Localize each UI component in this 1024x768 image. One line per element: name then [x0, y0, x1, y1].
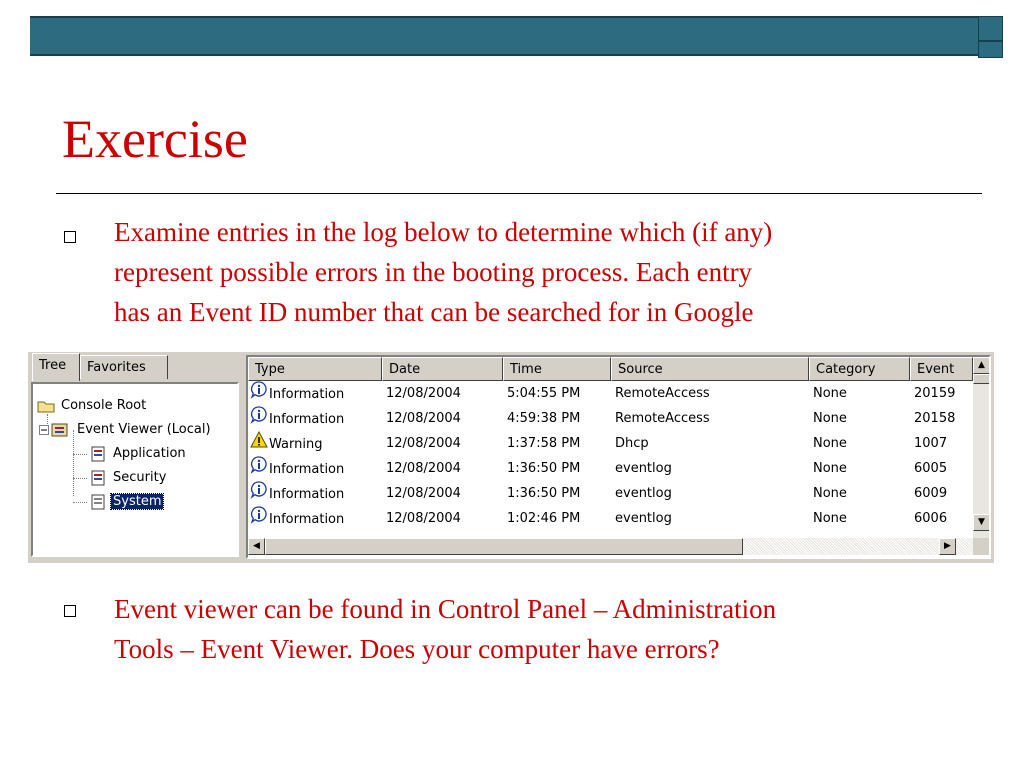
title-banner — [30, 16, 978, 56]
column-header-category[interactable]: Category — [809, 357, 910, 381]
bullet-1-line-1: Examine entries in the log below to determine which (if any) — [114, 217, 773, 247]
cell-event: 6005 — [914, 461, 948, 476]
vertical-scrollbar[interactable] — [973, 357, 990, 538]
scroll-up-button[interactable]: ▲ — [973, 357, 990, 374]
bullet-2-line-2: Tools – Event Viewer. Does your computer have errors? — [114, 634, 720, 664]
tree-node-console-root[interactable] — [37, 396, 148, 416]
bullet-text-1 — [114, 212, 974, 332]
tree-label: Application — [113, 446, 186, 461]
cell-event: 20158 — [914, 411, 956, 426]
cell-time: 4:59:38 PM — [507, 411, 581, 426]
cell-source: eventlog — [615, 461, 672, 476]
cell-date: 12/08/2004 — [386, 511, 461, 526]
cell-category: None — [813, 436, 847, 451]
log-icon — [89, 470, 107, 486]
event-viewer-icon — [51, 422, 71, 438]
title-rule — [56, 193, 982, 194]
bullet-1-line-3: has an Event ID number that can be searched for in Google — [114, 297, 754, 327]
table-row[interactable] — [248, 481, 976, 506]
cell-date: 12/08/2004 — [386, 436, 461, 451]
bullet-text-2 — [114, 589, 974, 669]
banner-square-top — [978, 16, 1003, 41]
tree-line — [73, 454, 87, 455]
cell-time: 1:37:58 PM — [507, 436, 581, 451]
bullet-marker-2 — [64, 605, 76, 617]
column-header-event[interactable]: Event — [910, 357, 973, 381]
warning-icon — [250, 431, 268, 458]
info-icon — [250, 381, 268, 408]
info-icon — [250, 456, 268, 483]
cell-time: 1:36:50 PM — [507, 461, 581, 476]
slide-title: Exercise — [62, 109, 248, 169]
cell-event: 1007 — [914, 436, 948, 451]
tree-node-system[interactable] — [89, 492, 163, 512]
tab-tree[interactable]: Tree — [32, 353, 80, 381]
cell-category: None — [813, 511, 847, 526]
vertical-scroll-thumb[interactable] — [973, 374, 990, 384]
info-icon — [250, 506, 268, 533]
cell-type — [250, 506, 380, 533]
cell-event: 20159 — [914, 386, 956, 401]
column-header-source[interactable]: Source — [611, 357, 809, 381]
scroll-left-button[interactable]: ◀ — [248, 538, 265, 555]
table-row[interactable] — [248, 431, 976, 456]
type-label: Information — [269, 512, 345, 527]
tree-node-application[interactable] — [89, 444, 188, 464]
tab-favorites[interactable]: Favorites — [80, 355, 168, 379]
tree-line — [73, 502, 87, 503]
log-icon — [89, 494, 107, 510]
cell-time: 1:36:50 PM — [507, 486, 581, 501]
bullet-2-line-1: Event viewer can be found in Control Panel – Administration — [114, 594, 777, 624]
cell-source: RemoteAccess — [615, 411, 710, 426]
scroll-down-button[interactable]: ▼ — [973, 514, 990, 531]
cell-type — [250, 456, 380, 483]
cell-type — [250, 406, 380, 433]
tree-node-security[interactable] — [89, 468, 168, 488]
cell-source: eventlog — [615, 486, 672, 501]
tree-label: Event Viewer (Local) — [77, 422, 211, 437]
cell-date: 12/08/2004 — [386, 411, 461, 426]
cell-source: eventlog — [615, 511, 672, 526]
type-label: Information — [269, 487, 345, 502]
tree-label: Console Root — [61, 398, 147, 413]
horizontal-scrollbar[interactable] — [248, 538, 973, 555]
cell-category: None — [813, 386, 847, 401]
tree-line — [73, 478, 87, 479]
collapse-icon[interactable] — [39, 425, 49, 435]
event-list — [246, 355, 991, 559]
cell-date: 12/08/2004 — [386, 461, 461, 476]
bullet-1-line-2: represent possible errors in the booting process. Each entry — [114, 257, 753, 287]
column-header-date[interactable]: Date — [382, 357, 503, 381]
table-row[interactable] — [248, 406, 976, 431]
bullet-marker-1 — [64, 231, 76, 243]
cell-category: None — [813, 461, 847, 476]
cell-type — [250, 381, 380, 408]
banner-square-bottom — [978, 41, 1003, 58]
scroll-right-button[interactable]: ▶ — [939, 538, 956, 555]
type-label: Information — [269, 387, 345, 402]
log-icon — [89, 446, 107, 462]
table-row[interactable] — [248, 506, 976, 531]
cell-event: 6009 — [914, 486, 948, 501]
info-icon — [250, 406, 268, 433]
type-label: Information — [269, 462, 345, 477]
tree-node-event-viewer[interactable] — [39, 420, 213, 440]
cell-category: None — [813, 486, 847, 501]
table-row[interactable] — [248, 381, 976, 406]
type-label: Warning — [269, 437, 323, 452]
event-viewer-screenshot — [28, 352, 994, 563]
cell-source: RemoteAccess — [615, 386, 710, 401]
type-label: Information — [269, 412, 345, 427]
console-tree — [31, 382, 239, 557]
cell-time: 1:02:46 PM — [507, 511, 581, 526]
cell-time: 5:04:55 PM — [507, 386, 581, 401]
info-icon — [250, 481, 268, 508]
cell-date: 12/08/2004 — [386, 486, 461, 501]
cell-date: 12/08/2004 — [386, 386, 461, 401]
cell-category: None — [813, 411, 847, 426]
column-header-type[interactable]: Type — [248, 357, 382, 381]
folder-icon — [37, 399, 55, 413]
tree-label: Security — [113, 470, 167, 485]
horizontal-scroll-thumb[interactable] — [265, 538, 743, 555]
cell-event: 6006 — [914, 511, 948, 526]
tree-label-selected: System — [113, 494, 162, 509]
cell-source: Dhcp — [615, 436, 649, 451]
cell-type — [250, 481, 380, 508]
scroll-corner — [973, 538, 990, 555]
column-header-time[interactable]: Time — [503, 357, 611, 381]
table-row[interactable] — [248, 456, 976, 481]
cell-type — [250, 431, 380, 458]
